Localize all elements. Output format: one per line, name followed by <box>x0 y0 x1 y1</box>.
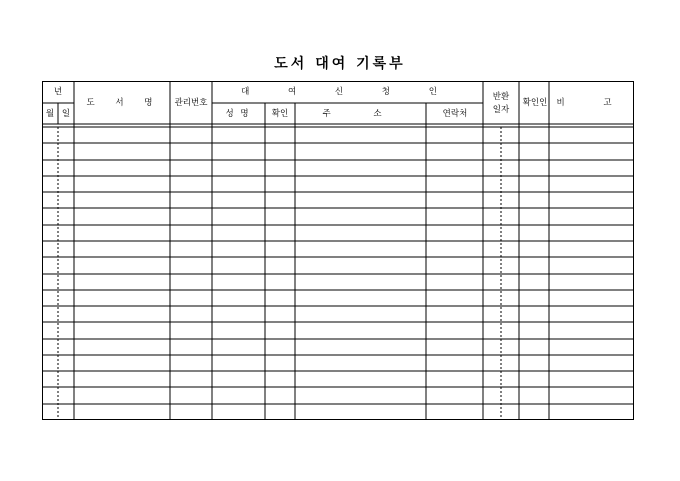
header-return-line1: 반환 <box>492 92 510 102</box>
header-book-title: 도 서 명 <box>86 98 162 108</box>
header-return-line2: 일자 <box>492 105 510 115</box>
header-remarks: 비 고 <box>556 98 630 108</box>
header-address: 주 소 <box>322 109 402 119</box>
header-month: 월 <box>45 109 55 119</box>
rental-log-table <box>42 81 634 420</box>
page-title: 도서 대여 기록부 <box>274 56 406 72</box>
header-contact: 연락처 <box>442 109 468 119</box>
table-border <box>43 82 634 420</box>
header-confirm: 확인 <box>271 109 289 119</box>
header-day: 일 <box>61 109 71 119</box>
header-checker: 확인인 <box>522 98 548 108</box>
header-borrower-group: 대 여 신 청 인 <box>241 87 455 97</box>
header-management-no: 관리번호 <box>174 98 208 108</box>
header-year: 년 <box>53 87 63 97</box>
header-name: 성 명 <box>225 109 251 119</box>
table-grid <box>42 81 634 420</box>
